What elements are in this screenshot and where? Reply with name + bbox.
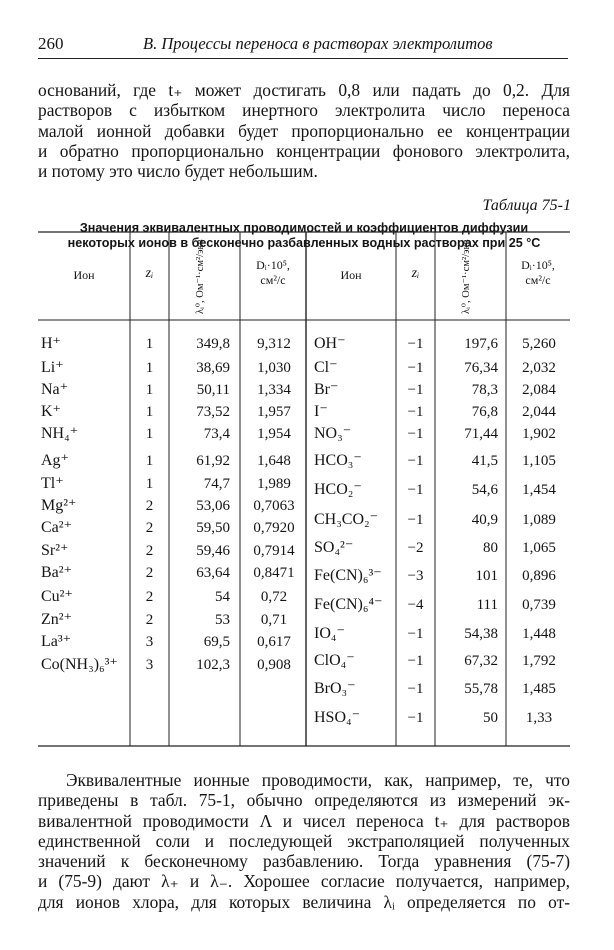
cell-ion: Co(NH₃)₆³⁺ xyxy=(41,656,118,673)
cell-lambda: 76,34 xyxy=(464,360,498,376)
cell-ion: ClO₄⁻ xyxy=(314,652,355,669)
cell-ion: Br⁻ xyxy=(314,381,339,398)
outro-paragraph xyxy=(38,770,570,912)
text-line: растворов с избытком инертного электролита число переноса xyxy=(38,100,570,121)
cell-d: 0,739 xyxy=(522,597,556,613)
cell-ion: Ca²⁺ xyxy=(41,519,73,536)
cell-z: −1 xyxy=(407,336,424,352)
cell-lambda: 53 xyxy=(215,612,230,628)
cell-d: 1,954 xyxy=(257,426,291,442)
header-d xyxy=(240,258,306,288)
running-title: В. Процессы переноса в растворах электролитов xyxy=(143,34,493,53)
text-line: малой ионной добавки будет пропорционально ее концентрации xyxy=(38,120,570,141)
cell-lambda: 197,6 xyxy=(464,336,498,352)
cell-d: 2,044 xyxy=(522,404,556,420)
cell-d: 9,312 xyxy=(257,336,291,352)
cell-ion: Fe(CN)₆⁴⁻ xyxy=(314,596,383,613)
cell-d: 1,957 xyxy=(257,404,291,420)
cell-z: −1 xyxy=(407,382,424,398)
cell-d: 1,065 xyxy=(522,540,556,556)
cell-ion: Zn²⁺ xyxy=(41,611,73,628)
cell-d: 0,896 xyxy=(522,568,556,584)
cell-lambda: 40,9 xyxy=(471,512,498,528)
cell-ion: H⁺ xyxy=(41,335,61,352)
text-line: единственной соли и последующей экстраполяцией полученных xyxy=(38,830,570,851)
cell-ion: K⁺ xyxy=(41,403,61,420)
cell-lambda: 59,50 xyxy=(196,520,230,536)
cell-ion: HCO₃⁻ xyxy=(314,452,362,469)
cell-lambda: 73,52 xyxy=(196,404,230,420)
cell-d: 2,084 xyxy=(522,382,556,398)
cell-ion: Mg²⁺ xyxy=(41,497,77,514)
cell-d: 1,902 xyxy=(522,426,556,442)
cell-ion: CH₃CO₂⁻ xyxy=(314,511,379,528)
header-ion: Ион xyxy=(73,268,95,282)
header-z: zᵢ xyxy=(145,266,154,281)
cell-z: −1 xyxy=(407,681,424,697)
caption-line: Значения эквивалентных проводимостей и коэффициентов диффузии xyxy=(79,221,529,235)
cell-lambda: 349,8 xyxy=(196,336,230,352)
cell-lambda: 50 xyxy=(483,710,498,726)
cell-z: −1 xyxy=(407,404,424,420)
cell-lambda: 38,69 xyxy=(196,360,230,376)
cell-d: 1,105 xyxy=(522,453,556,469)
cell-z: −1 xyxy=(407,653,424,669)
cell-lambda: 41,5 xyxy=(471,453,498,469)
cell-lambda: 76,8 xyxy=(471,404,498,420)
cell-ion: Tl⁺ xyxy=(41,475,64,492)
cell-ion: I⁻ xyxy=(314,403,328,420)
cell-lambda: 101 xyxy=(475,568,498,584)
cell-z: −1 xyxy=(407,626,424,642)
text-line: вивалентной проводимости Λ и чисел переноса t₊ для растворов xyxy=(38,810,570,831)
cell-d: 0,7063 xyxy=(253,498,295,514)
cell-lambda: 63,64 xyxy=(196,565,230,581)
header-d-line: см²/с xyxy=(525,273,551,287)
cell-ion: HCO₂⁻ xyxy=(314,481,362,498)
cell-lambda: 50,11 xyxy=(196,382,230,398)
running-header xyxy=(38,28,568,59)
cell-d: 1,33 xyxy=(525,710,553,726)
text-line: Эквивалентные ионные проводимости, как, например, те, что xyxy=(66,770,570,790)
intro-paragraph xyxy=(38,80,570,181)
cell-lambda: 61,92 xyxy=(196,453,230,469)
cell-z: −3 xyxy=(407,568,424,584)
text-line: приведены в табл. 75-1, обычно определяются из измерений эк- xyxy=(38,790,570,811)
cell-d: 1,448 xyxy=(522,626,556,642)
text-line: и обратно пропорционально концентрации фонового электролита, xyxy=(38,140,570,161)
cell-z: 2 xyxy=(145,543,154,559)
cell-ion: Cu²⁺ xyxy=(41,588,73,605)
cell-d: 1,030 xyxy=(257,360,291,376)
cell-lambda: 54 xyxy=(215,589,230,605)
cell-lambda: 102,3 xyxy=(196,657,230,673)
header-ion: Ион xyxy=(340,268,362,282)
cell-lambda: 69,5 xyxy=(203,634,230,650)
cell-ion: Ba²⁺ xyxy=(41,564,73,581)
cell-z: −1 xyxy=(407,360,424,376)
cell-d: 1,485 xyxy=(522,681,556,697)
cell-lambda: 78,3 xyxy=(471,382,498,398)
header-z: zᵢ xyxy=(411,266,420,281)
cell-lambda: 73,4 xyxy=(203,426,230,442)
cell-d: 0,72 xyxy=(260,589,288,605)
cell-lambda: 67,32 xyxy=(464,653,498,669)
cell-ion: Sr²⁺ xyxy=(41,542,69,559)
cell-lambda: 59,46 xyxy=(196,543,230,559)
cell-z: 2 xyxy=(145,589,154,605)
cell-d: 1,648 xyxy=(257,453,291,469)
text-line: значений к бесконечному разбавлению. Тогда уравнения (75-7) xyxy=(38,851,570,872)
header-lambda: λᵢ⁰, Ом⁻¹·см²/экв xyxy=(195,239,206,314)
cell-z: 1 xyxy=(145,382,154,398)
data-table xyxy=(38,228,570,748)
cell-ion: BrO₃⁻ xyxy=(314,680,356,697)
cell-lambda: 54,6 xyxy=(471,482,498,498)
cell-ion: La³⁺ xyxy=(41,633,72,650)
cell-z: 2 xyxy=(145,520,154,536)
cell-lambda: 71,44 xyxy=(464,426,498,442)
cell-d: 5,260 xyxy=(522,336,556,352)
cell-ion: SO₄²⁻ xyxy=(314,539,354,556)
cell-z: −1 xyxy=(407,426,424,442)
cell-z: 1 xyxy=(145,336,154,352)
cell-d: 1,454 xyxy=(522,482,556,498)
cell-lambda: 54,38 xyxy=(464,626,498,642)
header-d-line: Dᵢ·10⁵, xyxy=(521,258,555,272)
header-d-line: Dᵢ·10⁵, xyxy=(256,258,290,272)
cell-d: 0,7914 xyxy=(253,543,295,559)
cell-z: 1 xyxy=(145,453,154,469)
cell-lambda: 74,7 xyxy=(203,476,230,492)
cell-d: 0,617 xyxy=(257,634,291,650)
page-number: 260 xyxy=(38,34,64,53)
cell-lambda: 53,06 xyxy=(196,498,230,514)
cell-d: 2,032 xyxy=(522,360,556,376)
cell-z: −1 xyxy=(407,453,424,469)
cell-z: −1 xyxy=(407,482,424,498)
cell-ion: Fe(CN)₆³⁻ xyxy=(314,567,382,584)
cell-ion: NH₄⁺ xyxy=(41,425,79,442)
cell-d: 1,089 xyxy=(522,512,556,528)
cell-ion: NO₃⁻ xyxy=(314,425,352,442)
text-line: и (75-9) дают λ₊ и λ₋. Хорошее согласие получается, например, xyxy=(38,871,570,892)
cell-lambda: 55,78 xyxy=(464,681,498,697)
header-d xyxy=(506,258,570,288)
cell-d: 1,989 xyxy=(257,476,291,492)
header-d-line: см²/с xyxy=(260,273,286,287)
text-line: и потому это число будет небольшим. xyxy=(38,161,318,182)
cell-ion: Ag⁺ xyxy=(41,452,69,469)
cell-ion: Li⁺ xyxy=(41,359,64,376)
cell-ion: HSO₄⁻ xyxy=(314,709,361,726)
text-line: оснований, где t₊ может достигать 0,8 или падать до 0,2. Для xyxy=(38,80,570,100)
cell-ion: Na⁺ xyxy=(41,381,69,398)
cell-ion: OH⁻ xyxy=(314,335,346,352)
cell-lambda: 111 xyxy=(476,597,498,613)
cell-z: 2 xyxy=(145,498,154,514)
cell-z: 1 xyxy=(145,360,154,376)
cell-d: 0,71 xyxy=(260,612,288,628)
cell-d: 0,8471 xyxy=(253,565,295,581)
caption-line: некоторых ионов в бесконечно разбавленных водных растворах при 25 °С xyxy=(67,236,541,250)
cell-z: 1 xyxy=(145,426,154,442)
cell-z: 3 xyxy=(145,657,154,673)
table-label: Таблица 75-1 xyxy=(482,197,571,214)
cell-z: −4 xyxy=(407,597,424,613)
cell-d: 1,334 xyxy=(257,382,291,398)
cell-z: −2 xyxy=(407,540,424,556)
cell-d: 0,7920 xyxy=(253,520,295,536)
cell-lambda: 80 xyxy=(483,540,498,556)
cell-ion: IO₄⁻ xyxy=(314,625,345,642)
header-lambda: λᵢ⁰, Ом⁻¹·см²/экв xyxy=(461,239,472,314)
cell-d: 0,908 xyxy=(257,657,291,673)
cell-z: 2 xyxy=(145,612,154,628)
cell-z: −1 xyxy=(407,512,424,528)
cell-z: 2 xyxy=(145,565,154,581)
cell-z: 1 xyxy=(145,476,154,492)
cell-d: 1,792 xyxy=(522,653,556,669)
cell-ion: Cl⁻ xyxy=(314,359,338,376)
cell-z: 3 xyxy=(145,634,154,650)
cell-z: 1 xyxy=(145,404,154,420)
cell-z: −1 xyxy=(407,710,424,726)
text-line: для ионов хлора, для которых величина λᵢ определяется по от- xyxy=(38,891,570,912)
